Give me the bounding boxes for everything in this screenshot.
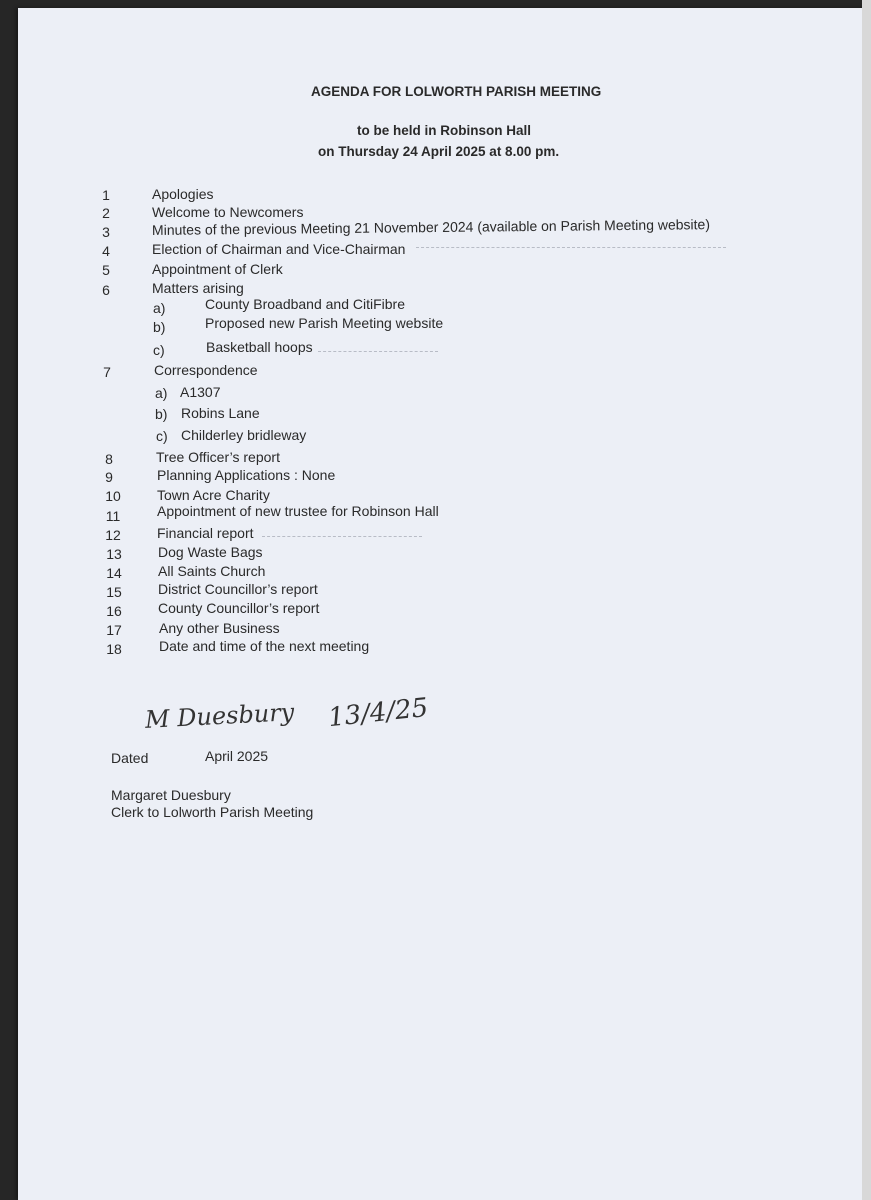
- item-text: Dog Waste Bags: [158, 544, 263, 560]
- date-time-line: on Thursday 24 April 2025 at 8.00 pm.: [318, 144, 560, 159]
- item-text: Town Acre Charity: [157, 487, 270, 503]
- venue-line: to be held in Robinson Hall: [357, 123, 531, 138]
- item-text: Tree Officer’s report: [156, 449, 280, 465]
- subitem-text: A1307: [180, 384, 221, 400]
- item-text: Matters arising: [152, 280, 244, 296]
- item-number: 1: [102, 187, 110, 203]
- item-text: Welcome to Newcomers: [152, 204, 304, 220]
- item-text: Appointment of Clerk: [152, 261, 283, 277]
- item-number: 11: [105, 508, 121, 524]
- item-number: 17: [106, 622, 122, 638]
- item-text: Date and time of the next meeting: [159, 638, 370, 654]
- subitem-text: Robins Lane: [181, 405, 260, 421]
- subitem-letter: b): [155, 406, 168, 422]
- subitem-letter: b): [153, 319, 166, 335]
- handwritten-date: 13/4/25: [326, 692, 430, 734]
- document-page: [18, 8, 866, 1200]
- item-number: 14: [106, 565, 122, 581]
- item-text: County Councillor’s report: [158, 600, 320, 616]
- dated-label: Dated: [111, 750, 149, 766]
- item-number: 5: [102, 262, 110, 278]
- clerk-title: Clerk to Lolworth Parish Meeting: [111, 804, 314, 820]
- dotted-line: [262, 536, 422, 537]
- item-text: All Saints Church: [158, 563, 266, 579]
- item-text: Any other Business: [159, 620, 280, 636]
- item-number: 10: [105, 488, 121, 504]
- item-text: District Councillor’s report: [158, 581, 318, 597]
- item-text: Election of Chairman and Vice-Chairman: [152, 241, 406, 257]
- handwritten-signature: M Duesbury: [144, 698, 295, 734]
- item-number: 8: [105, 451, 113, 467]
- clerk-name: Margaret Duesbury: [111, 787, 231, 803]
- item-text: Appointment of new trustee for Robinson Hall: [157, 503, 439, 519]
- subitem-text: Childerley bridleway: [181, 427, 307, 443]
- item-number: 16: [106, 603, 122, 619]
- subitem-letter: c): [153, 342, 165, 358]
- item-number: 12: [105, 527, 121, 543]
- subitem-letter: c): [156, 428, 168, 444]
- dated-value: April 2025: [205, 748, 269, 764]
- item-text: Correspondence: [154, 362, 258, 378]
- dotted-line: [318, 351, 438, 352]
- subitem-text: Proposed new Parish Meeting website: [205, 315, 444, 331]
- item-text: Minutes of the previous Meeting 21 November 2024 (available on Parish Meeting website): [151, 216, 711, 238]
- item-number: 7: [103, 364, 111, 380]
- page-edge: [862, 0, 871, 1200]
- item-text: Planning Applications : None: [157, 467, 336, 483]
- item-number: 4: [102, 243, 110, 259]
- item-number: 6: [102, 282, 110, 298]
- document-title: AGENDA FOR LOLWORTH PARISH MEETING: [311, 84, 602, 99]
- item-number: 18: [106, 641, 122, 657]
- subitem-letter: a): [155, 385, 168, 401]
- subitem-text: Basketball hoops: [206, 339, 313, 355]
- item-number: 3: [102, 224, 110, 240]
- item-number: 15: [106, 584, 122, 600]
- item-number: 9: [105, 469, 113, 485]
- item-text: Financial report: [157, 525, 254, 541]
- subitem-letter: a): [153, 300, 166, 316]
- item-number: 13: [106, 546, 122, 562]
- item-number: 2: [102, 205, 110, 221]
- item-text: Apologies: [152, 186, 214, 202]
- subitem-text: County Broadband and CitiFibre: [205, 296, 406, 312]
- dotted-line: [416, 247, 726, 248]
